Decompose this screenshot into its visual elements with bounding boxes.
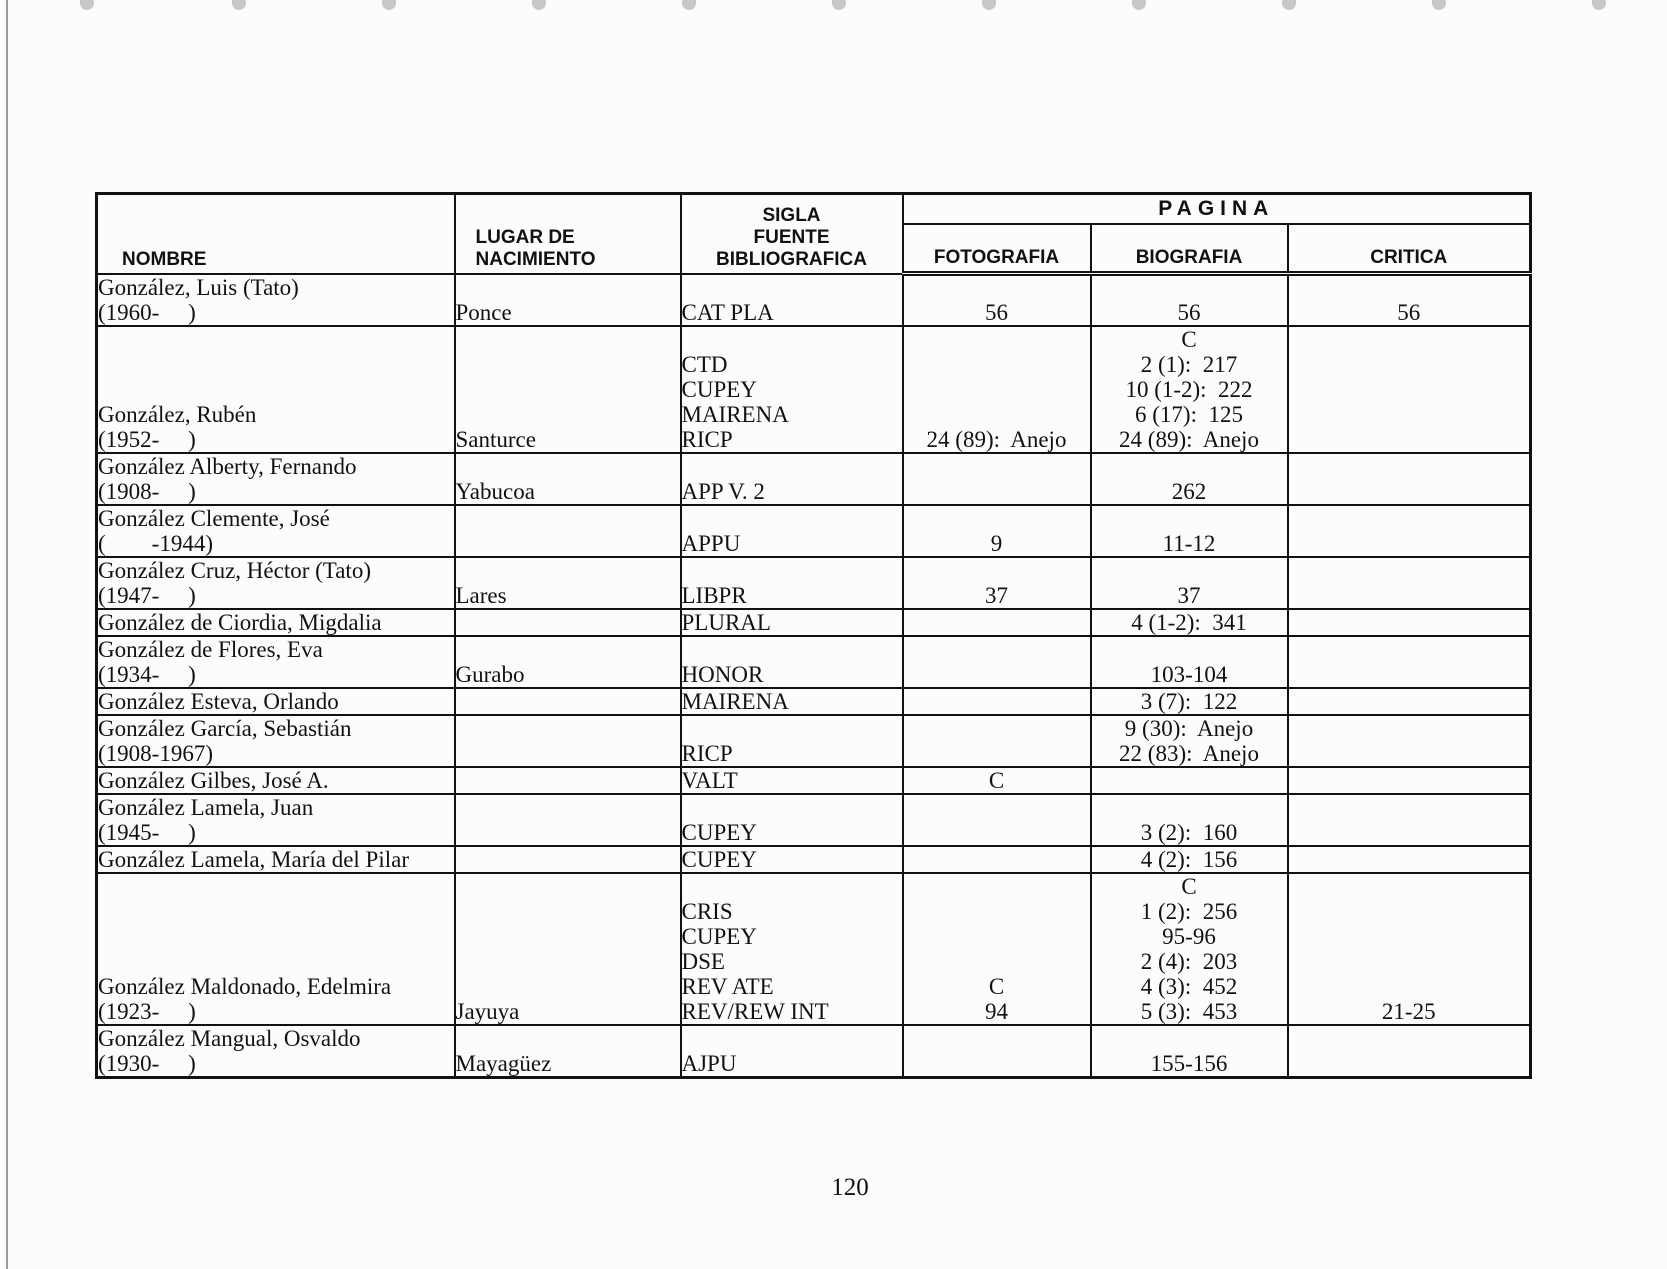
sigla-cell	[681, 794, 903, 846]
sigla-cell	[681, 846, 903, 873]
cell-line: 24 (89): Anejo	[1119, 426, 1259, 452]
biografia-cell	[1091, 873, 1288, 1025]
biografia-cell	[1091, 505, 1288, 557]
sigla-cell	[681, 688, 903, 715]
fotografia-cell	[903, 715, 1091, 767]
sigla-cell	[681, 715, 903, 767]
cell-line: 21-25	[1381, 998, 1436, 1024]
biografia-cell	[1091, 1025, 1288, 1078]
binding-hole	[382, 0, 396, 10]
table-row	[97, 326, 1531, 453]
nombre-cell	[97, 1025, 455, 1078]
cell-line: 262	[1171, 478, 1207, 504]
nombre-cell	[97, 453, 455, 505]
cell-line: 37	[1177, 582, 1201, 608]
critica-cell	[1288, 794, 1531, 846]
header-nombre: NOMBRE	[97, 194, 455, 274]
binding-hole	[682, 0, 696, 10]
critica-cell	[1288, 873, 1531, 1025]
cell-line: CRIS	[681, 898, 733, 924]
biografia-cell	[1091, 767, 1288, 794]
cell-line: González, Rubén	[98, 401, 257, 427]
cell-line: C	[1181, 326, 1197, 352]
cell-line: 94	[985, 998, 1008, 1024]
lugar-cell	[455, 326, 681, 453]
lugar-cell	[455, 557, 681, 609]
table-row	[97, 688, 1531, 715]
table-row	[97, 274, 1531, 326]
binding-hole	[1592, 0, 1606, 10]
binding-hole	[982, 0, 996, 10]
cell-line: Santurce	[455, 426, 536, 452]
critica-cell	[1288, 1025, 1531, 1078]
fotografia-cell	[903, 767, 1091, 794]
cell-line: (1923- )	[98, 998, 196, 1024]
cell-line: CTD	[681, 351, 728, 377]
critica-cell	[1288, 453, 1531, 505]
cell-line: (1952- )	[98, 426, 196, 452]
cell-line: González García, Sebastián	[98, 715, 352, 741]
cell-line: 56	[985, 299, 1008, 325]
lugar-cell	[455, 794, 681, 846]
biografia-cell	[1091, 688, 1288, 715]
fotografia-cell	[903, 794, 1091, 846]
cell-line: CUPEY	[681, 376, 757, 402]
cell-line: LIBPR	[681, 582, 747, 608]
cell-line: 1 (2): 256	[1140, 898, 1238, 924]
biografia-cell	[1091, 609, 1288, 636]
cell-line: 95-96	[1162, 923, 1216, 949]
fotografia-cell	[903, 688, 1091, 715]
cell-line: 2 (1): 217	[1140, 351, 1238, 377]
cell-line: REV ATE	[681, 973, 774, 999]
sigla-cell	[681, 326, 903, 453]
cell-line: CAT PLA	[681, 299, 774, 325]
binding-hole	[232, 0, 246, 10]
critica-cell	[1288, 609, 1531, 636]
cell-line: González Esteva, Orlando	[98, 688, 339, 714]
nombre-cell	[97, 873, 455, 1025]
cell-line: González Maldonado, Edelmira	[98, 973, 392, 999]
sigla-cell	[681, 767, 903, 794]
cell-line: González de Flores, Eva	[98, 636, 323, 662]
cell-line: 4 (1-2): 341	[1131, 609, 1247, 635]
lugar-cell	[455, 636, 681, 688]
fotografia-cell	[903, 873, 1091, 1025]
cell-line: González Mangual, Osvaldo	[98, 1025, 361, 1051]
cell-line: MAIRENA	[681, 688, 789, 714]
header-fotografia: FOTOGRAFIA	[903, 224, 1091, 274]
table-row	[97, 505, 1531, 557]
table-row	[97, 609, 1531, 636]
cell-line: CUPEY	[681, 846, 757, 872]
biografia-cell	[1091, 794, 1288, 846]
table-row	[97, 873, 1531, 1025]
nombre-cell	[97, 636, 455, 688]
fotografia-cell	[903, 557, 1091, 609]
cell-line: (1960- )	[98, 299, 196, 325]
lugar-cell	[455, 1025, 681, 1078]
cell-line: 10 (1-2): 222	[1125, 376, 1253, 402]
cell-line: Jayuya	[455, 998, 520, 1024]
fotografia-cell	[903, 274, 1091, 326]
cell-line: VALT	[681, 767, 738, 793]
cell-line: RICP	[681, 740, 733, 766]
nombre-cell	[97, 767, 455, 794]
critica-cell	[1288, 715, 1531, 767]
cell-line: REV/REW INT	[681, 998, 829, 1024]
bibliography-table	[95, 192, 1532, 1079]
cell-line: CUPEY	[681, 923, 757, 949]
cell-line: 24 (89): Anejo	[926, 426, 1067, 452]
cell-line: C	[988, 767, 1005, 793]
table-row	[97, 636, 1531, 688]
cell-line: (1930- )	[98, 1050, 196, 1076]
cell-line: 6 (17): 125	[1135, 401, 1243, 427]
sigla-cell	[681, 1025, 903, 1078]
critica-cell	[1288, 274, 1531, 326]
sigla-cell	[681, 557, 903, 609]
cell-line: RICP	[681, 426, 733, 452]
critica-cell	[1288, 688, 1531, 715]
header-lugar: LUGAR DE NACIMIENTO	[455, 194, 681, 274]
table-row	[97, 557, 1531, 609]
cell-line: DSE	[681, 948, 725, 974]
biografia-cell	[1091, 715, 1288, 767]
page-left-edge	[6, 0, 8, 1269]
binding-hole	[80, 0, 94, 10]
cell-line: 9	[990, 530, 1003, 556]
nombre-cell	[97, 505, 455, 557]
cell-line: González Alberty, Fernando	[98, 453, 357, 479]
cell-line: APP V. 2	[681, 478, 765, 504]
binding-hole	[832, 0, 846, 10]
nombre-cell	[97, 274, 455, 326]
lugar-cell	[455, 274, 681, 326]
header-sigla: SIGLA FUENTE BIBLIOGRAFICA	[681, 194, 903, 274]
lugar-cell	[455, 688, 681, 715]
cell-line: 3 (7): 122	[1140, 688, 1238, 714]
lugar-cell	[455, 873, 681, 1025]
cell-line: Ponce	[455, 299, 512, 325]
critica-cell	[1288, 767, 1531, 794]
cell-line: 103-104	[1150, 661, 1228, 687]
biografia-cell	[1091, 453, 1288, 505]
cell-line: CUPEY	[681, 819, 757, 845]
cell-line: González Clemente, José	[98, 505, 330, 531]
page-number: 120	[831, 1174, 869, 1201]
cell-line: (1934- )	[98, 661, 196, 687]
biografia-cell	[1091, 636, 1288, 688]
cell-line: González Lamela, María del Pilar	[98, 846, 409, 872]
header-pagina: PAGINA	[903, 194, 1531, 224]
table-body	[97, 274, 1531, 1078]
cell-line: C	[988, 973, 1005, 999]
lugar-cell	[455, 767, 681, 794]
cell-line: González Cruz, Héctor (Tato)	[98, 557, 371, 583]
critica-cell	[1288, 326, 1531, 453]
cell-line: 155-156	[1150, 1050, 1228, 1076]
fotografia-cell	[903, 636, 1091, 688]
table-row	[97, 767, 1531, 794]
nombre-cell	[97, 846, 455, 873]
binding-hole	[1432, 0, 1446, 10]
critica-cell	[1288, 636, 1531, 688]
fotografia-cell	[903, 609, 1091, 636]
sigla-cell	[681, 453, 903, 505]
biografia-cell	[1091, 846, 1288, 873]
lugar-cell	[455, 453, 681, 505]
biografia-cell	[1091, 557, 1288, 609]
cell-line: HONOR	[681, 661, 764, 687]
cell-line: AJPU	[681, 1050, 737, 1076]
cell-line: APPU	[681, 530, 741, 556]
cell-line: 11-12	[1162, 530, 1216, 556]
biografia-cell	[1091, 326, 1288, 453]
lugar-cell	[455, 505, 681, 557]
table-row	[97, 846, 1531, 873]
cell-line: PLURAL	[681, 609, 771, 635]
cell-line: González Lamela, Juan	[98, 794, 314, 820]
nombre-cell	[97, 557, 455, 609]
fotografia-cell	[903, 846, 1091, 873]
sigla-cell	[681, 505, 903, 557]
cell-line: Mayagüez	[455, 1050, 552, 1076]
cell-line: 56	[1397, 299, 1421, 325]
cell-line: (1947- )	[98, 582, 196, 608]
header-biografia: BIOGRAFIA	[1091, 224, 1288, 274]
critica-cell	[1288, 846, 1531, 873]
cell-line: González Gilbes, José A.	[98, 767, 329, 793]
header-critica: CRITICA	[1288, 224, 1531, 274]
binding-hole	[1132, 0, 1146, 10]
sigla-cell	[681, 274, 903, 326]
cell-line: González de Ciordia, Migdalia	[98, 609, 382, 635]
nombre-cell	[97, 715, 455, 767]
cell-line: 9 (30): Anejo	[1124, 715, 1254, 741]
fotografia-cell	[903, 505, 1091, 557]
fotografia-cell	[903, 326, 1091, 453]
lugar-cell	[455, 715, 681, 767]
binding-hole	[1282, 0, 1296, 10]
cell-line: 5 (3): 453	[1140, 998, 1238, 1024]
cell-line: 37	[985, 582, 1008, 608]
cell-line: (1945- )	[98, 819, 196, 845]
sigla-cell	[681, 609, 903, 636]
lugar-cell	[455, 609, 681, 636]
sigla-cell	[681, 636, 903, 688]
cell-line: MAIRENA	[681, 401, 789, 427]
binding-holes	[0, 0, 1667, 20]
cell-line: 4 (2): 156	[1140, 846, 1238, 872]
cell-line: González, Luis (Tato)	[98, 274, 299, 300]
biografia-cell	[1091, 274, 1288, 326]
table-row	[97, 794, 1531, 846]
nombre-cell	[97, 609, 455, 636]
table-row	[97, 715, 1531, 767]
cell-line: Lares	[455, 582, 507, 608]
sigla-cell	[681, 873, 903, 1025]
cell-line: C	[1181, 873, 1197, 899]
cell-line: 3 (2): 160	[1140, 819, 1238, 845]
cell-line: 2 (4): 203	[1140, 948, 1238, 974]
nombre-cell	[97, 326, 455, 453]
fotografia-cell	[903, 1025, 1091, 1078]
binding-hole	[532, 0, 546, 10]
table-row	[97, 1025, 1531, 1078]
cell-line: (1908- )	[98, 478, 196, 504]
cell-line: Gurabo	[455, 661, 525, 687]
fotografia-cell	[903, 453, 1091, 505]
cell-line: 4 (3): 452	[1140, 973, 1238, 999]
cell-line: 56	[1177, 299, 1201, 325]
cell-line: (1908-1967)	[98, 740, 213, 766]
nombre-cell	[97, 794, 455, 846]
lugar-cell	[455, 846, 681, 873]
critica-cell	[1288, 557, 1531, 609]
cell-line: Yabucoa	[455, 478, 535, 504]
table-row	[97, 453, 1531, 505]
cell-line: ( -1944)	[98, 530, 213, 556]
critica-cell	[1288, 505, 1531, 557]
cell-line: 22 (83): Anejo	[1119, 740, 1259, 766]
nombre-cell	[97, 688, 455, 715]
